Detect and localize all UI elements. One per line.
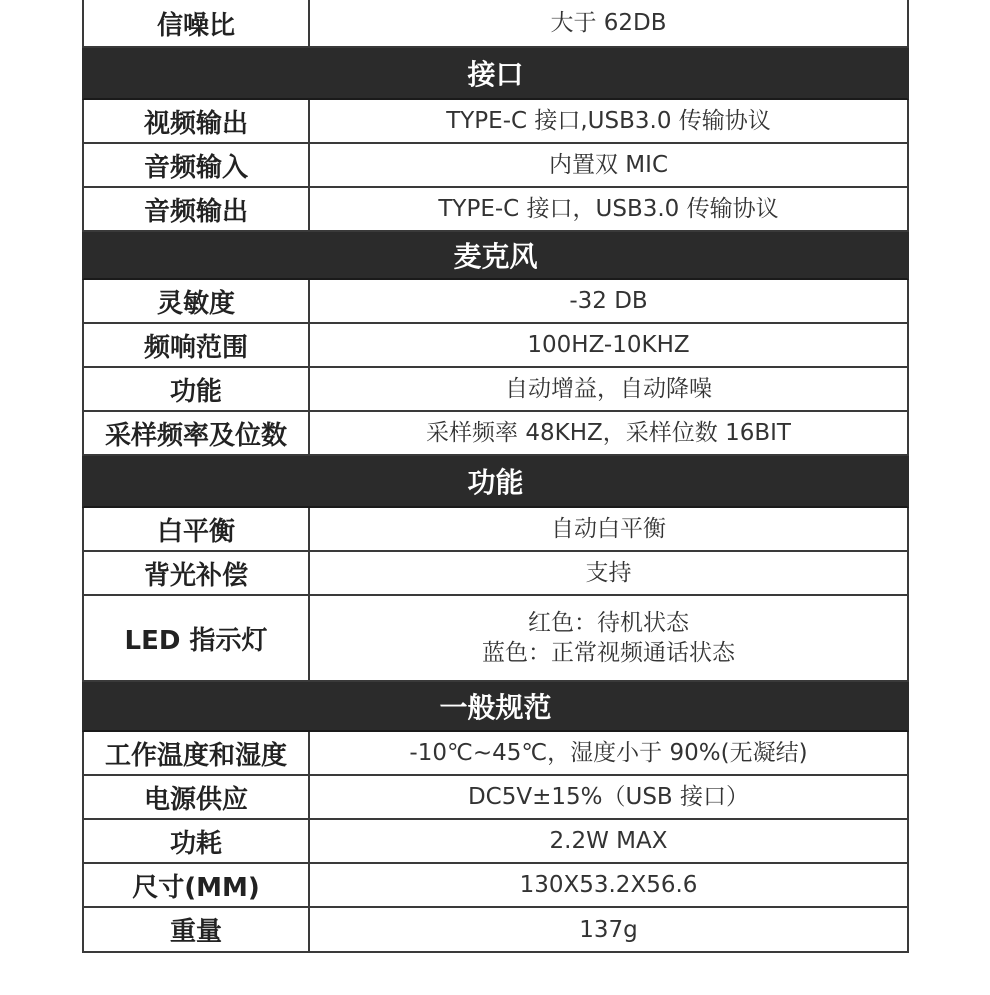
spec-value-line: 2.2W MAX	[549, 828, 668, 854]
spec-label: 音频输入	[84, 144, 310, 186]
spec-table	[82, 0, 909, 953]
spec-label: 采样频率及位数	[84, 412, 310, 454]
table-row	[82, 144, 909, 188]
table-row	[82, 412, 909, 456]
spec-value	[310, 412, 907, 454]
spec-label: 音频输出	[84, 188, 310, 230]
spec-value-line: -10℃~45℃，湿度小于 90%(无凝结)	[409, 740, 808, 766]
table-row	[82, 368, 909, 412]
spec-value-line: 自动增益，自动降噪	[505, 376, 712, 402]
table-row	[82, 324, 909, 368]
spec-value-line: 蓝色：正常视频通话状态	[482, 640, 735, 666]
spec-value-line: 137g	[579, 916, 638, 943]
spec-value-line: DC5V±15%（USB 接口）	[467, 784, 750, 810]
spec-value	[310, 280, 907, 322]
spec-label: 视频输出	[84, 100, 310, 142]
section-header: 一般规范	[82, 682, 909, 732]
table-row	[82, 508, 909, 552]
table-row	[82, 100, 909, 144]
spec-value-line: 100HZ-10KHZ	[527, 332, 690, 358]
spec-value	[310, 820, 907, 862]
spec-value	[310, 368, 907, 410]
table-row	[82, 0, 909, 48]
section-header: 功能	[82, 456, 909, 508]
spec-value-line: 支持	[585, 560, 632, 586]
spec-value-line: 内置双 MIC	[549, 152, 668, 178]
spec-label: 信噪比	[84, 0, 310, 46]
spec-label: 功耗	[84, 820, 310, 862]
spec-value	[310, 144, 907, 186]
spec-value	[310, 908, 907, 951]
table-row	[82, 820, 909, 864]
spec-value	[310, 596, 907, 680]
table-row	[82, 776, 909, 820]
table-row	[82, 908, 909, 953]
spec-label: 频响范围	[84, 324, 310, 366]
spec-value-line: 130X53.2X56.6	[519, 872, 698, 898]
table-row	[82, 552, 909, 596]
spec-label: 重量	[84, 908, 310, 951]
table-row	[82, 864, 909, 908]
spec-label: 电源供应	[84, 776, 310, 818]
section-header: 接口	[82, 48, 909, 100]
spec-value	[310, 324, 907, 366]
spec-value	[310, 100, 907, 142]
spec-value-line: 自动白平衡	[551, 516, 666, 542]
table-row	[82, 188, 909, 232]
spec-value	[310, 776, 907, 818]
spec-value-line: 红色：待机状态	[528, 610, 689, 636]
spec-value-line: TYPE-C 接口,USB3.0 传输协议	[446, 108, 771, 134]
spec-value	[310, 508, 907, 550]
spec-value	[310, 188, 907, 230]
section-header: 麦克风	[82, 232, 909, 280]
spec-value	[310, 552, 907, 594]
spec-label: 功能	[84, 368, 310, 410]
spec-label: LED 指示灯	[84, 596, 310, 680]
spec-value-line: -32 DB	[569, 288, 648, 314]
spec-label: 灵敏度	[84, 280, 310, 322]
spec-value	[310, 864, 907, 906]
spec-label: 工作温度和湿度	[84, 732, 310, 774]
spec-label: 尺寸(MM)	[84, 864, 310, 906]
table-row	[82, 732, 909, 776]
spec-value	[310, 0, 907, 46]
spec-value-line: 大于 62DB	[550, 10, 667, 36]
spec-label: 背光补偿	[84, 552, 310, 594]
table-row	[82, 280, 909, 324]
spec-label: 白平衡	[84, 508, 310, 550]
spec-value	[310, 732, 907, 774]
spec-value-line: TYPE-C 接口，USB3.0 传输协议	[438, 196, 779, 222]
table-row	[82, 596, 909, 682]
spec-value-line: 采样频率 48KHZ，采样位数 16BIT	[426, 420, 791, 446]
